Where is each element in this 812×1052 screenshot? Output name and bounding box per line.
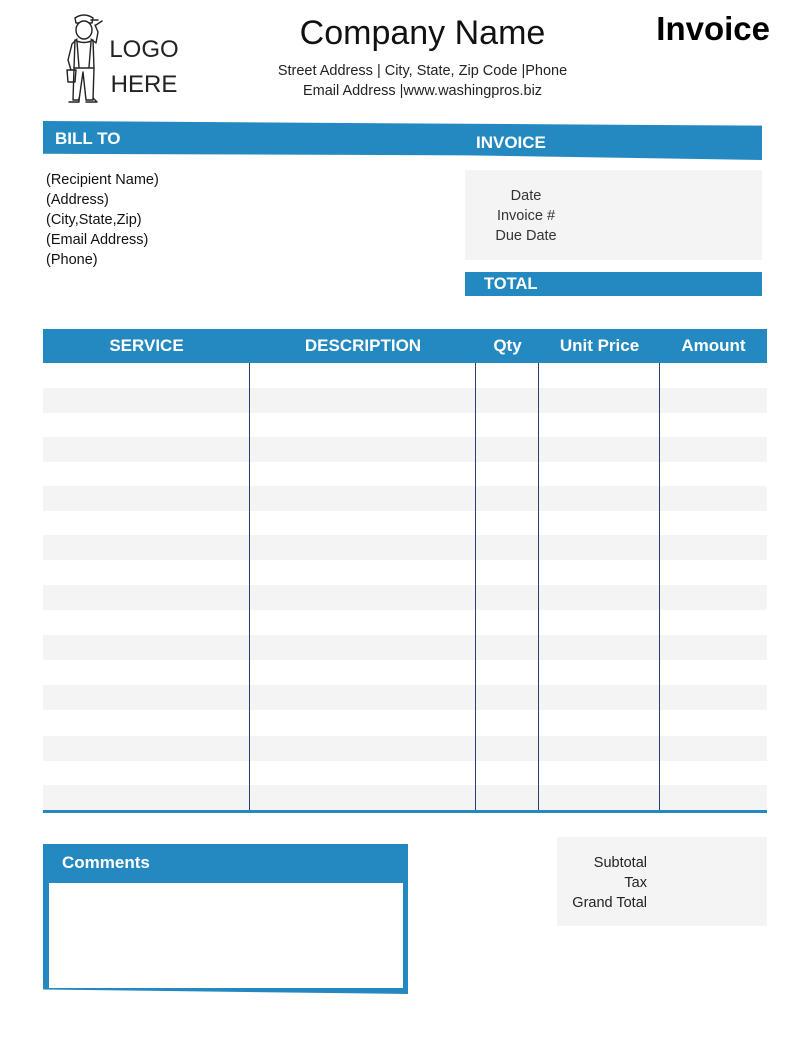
column-qty: Qty xyxy=(493,336,522,355)
bill-to-label: BILL TO xyxy=(55,129,121,148)
tax-label: Tax xyxy=(624,875,647,891)
invoice-fields xyxy=(476,186,576,246)
logo-worker-icon xyxy=(58,12,108,108)
logo-placeholder-text xyxy=(104,32,184,102)
subtotal-label: Subtotal xyxy=(593,855,647,871)
logo-line-1: LOGO xyxy=(109,36,179,63)
comments-label: Comments xyxy=(62,853,150,872)
column-divider xyxy=(249,363,250,811)
items-table-header xyxy=(43,329,767,363)
bill-to-bar xyxy=(43,121,762,160)
column-amount: Amount xyxy=(681,336,746,355)
total-bar: TOTAL xyxy=(465,272,762,296)
recipient-city: (City,State,Zip) xyxy=(46,212,142,228)
recipient-block xyxy=(46,170,159,270)
company-contact: Email Address |www.washingpros.biz xyxy=(302,83,543,99)
invoice-date-label: Date xyxy=(510,188,542,204)
column-description: DESCRIPTION xyxy=(304,336,422,355)
column-divider xyxy=(538,363,539,811)
company-address: Street Address | City, State, Zip Code |Phone xyxy=(277,63,568,79)
column-unit-price: Unit Price xyxy=(559,336,640,355)
totals-labels xyxy=(560,853,647,913)
recipient-email: (Email Address) xyxy=(46,232,149,248)
invoice-due-date-label: Due Date xyxy=(495,228,557,244)
invoice-label: INVOICE xyxy=(476,133,546,152)
recipient-address: (Address) xyxy=(46,192,109,208)
recipient-name: (Recipient Name) xyxy=(46,172,159,188)
table-bottom-rule xyxy=(43,810,767,813)
document-title: Invoice xyxy=(656,10,770,47)
comments-field[interactable] xyxy=(49,883,403,988)
grand-total-label: Grand Total xyxy=(572,895,647,911)
company-name: Company Name xyxy=(299,14,546,52)
recipient-phone: (Phone) xyxy=(46,252,98,268)
invoice-number-label: Invoice # xyxy=(496,208,556,224)
column-divider xyxy=(475,363,476,811)
column-divider xyxy=(659,363,660,811)
logo-line-2: HERE xyxy=(110,71,178,98)
column-service: SERVICE xyxy=(109,336,184,355)
